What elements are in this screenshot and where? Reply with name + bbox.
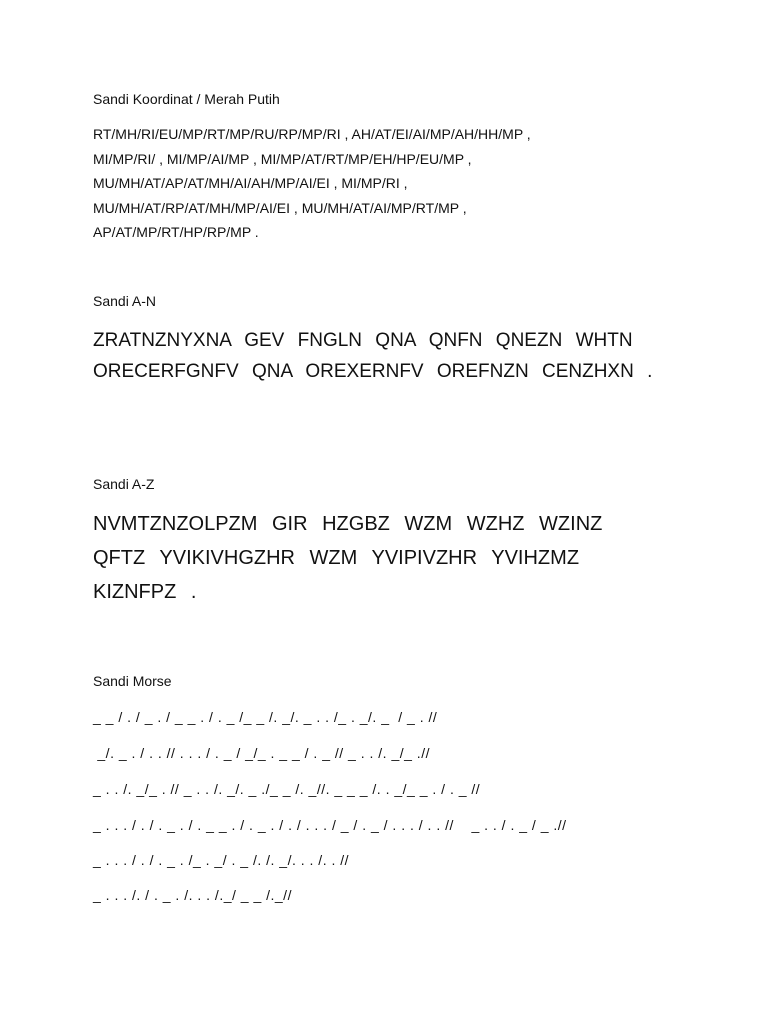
az-heading: Sandi A-Z [93, 476, 155, 492]
morse-line: _ . . . / . / . _ . /_ . _/ . _ /. /. _/. . . /. . // [93, 852, 350, 868]
morse-line: _ . . /. _/_ . // _ . . /. _/. _ ./_ _ /. _//. _ _ _ /. . _/_ _ . / . _ // [93, 781, 481, 797]
az-line: KIZNFPZ . [93, 581, 197, 603]
koordinat-line: MU/MH/AT/AP/AT/MH/AI/AH/MP/AI/EI , MI/MP/RI , [93, 175, 408, 191]
morse-line: _ . . . /. / . _ . /. . . /._/ _ _ /._// [93, 887, 292, 903]
az-line: QFTZ YVIKIVHGZHR WZM YVIPIVZHR YVIHZMZ [93, 547, 580, 569]
koordinat-line: MU/MH/AT/RP/AT/MH/MP/AI/EI , MU/MH/AT/AI/MP/RT/MP , [93, 199, 467, 216]
an-line: ORECERFGNFV QNA OREXERNFV OREFNZN CENZHXN . [93, 361, 653, 382]
morse-line: _ . . . / . / . _ . / . _ _ . / . _ . / . / . . . / _ / . _ / . . . / . . // _ . . / . _ / _ .// [93, 817, 567, 833]
an-line: ZRATNZNYXNA GEV FNGLN QNA QNFN QNEZN WHTN [93, 330, 633, 351]
an-cipher-block [93, 325, 652, 387]
az-line: NVMTZNZOLPZM GIR HZGBZ WZM WZHZ WZINZ [93, 513, 603, 535]
an-heading: Sandi A-N [93, 293, 157, 309]
koordinat-line: MI/MP/RI/ , MI/MP/AI/MP , MI/MP/AT/RT/MP/EH/HP/EU/MP , [93, 150, 472, 167]
koordinat-line: RT/MH/RI/EU/MP/RT/MP/RU/RP/MP/RI , AH/AT/EI/AI/MP/AH/HH/MP , [93, 126, 531, 142]
koordinat-line: AP/AT/MP/RT/HP/RP/MP . [93, 224, 259, 240]
morse-heading: Sandi Morse [93, 673, 172, 689]
morse-line: _/. _ . / . . // . . . / . _ / _/_ . _ _ / . _ // _ . . /. _/_ .// [93, 745, 430, 761]
koordinat-cipher-block [93, 122, 531, 245]
morse-line: _ _ / . / _ . / _ _ . / . _ /_ _ /. _/. _ . . /_ . _/. _ / _ . // [93, 709, 438, 725]
koordinat-heading: Sandi Koordinat / Merah Putih [93, 91, 280, 107]
az-cipher-block [93, 507, 602, 609]
